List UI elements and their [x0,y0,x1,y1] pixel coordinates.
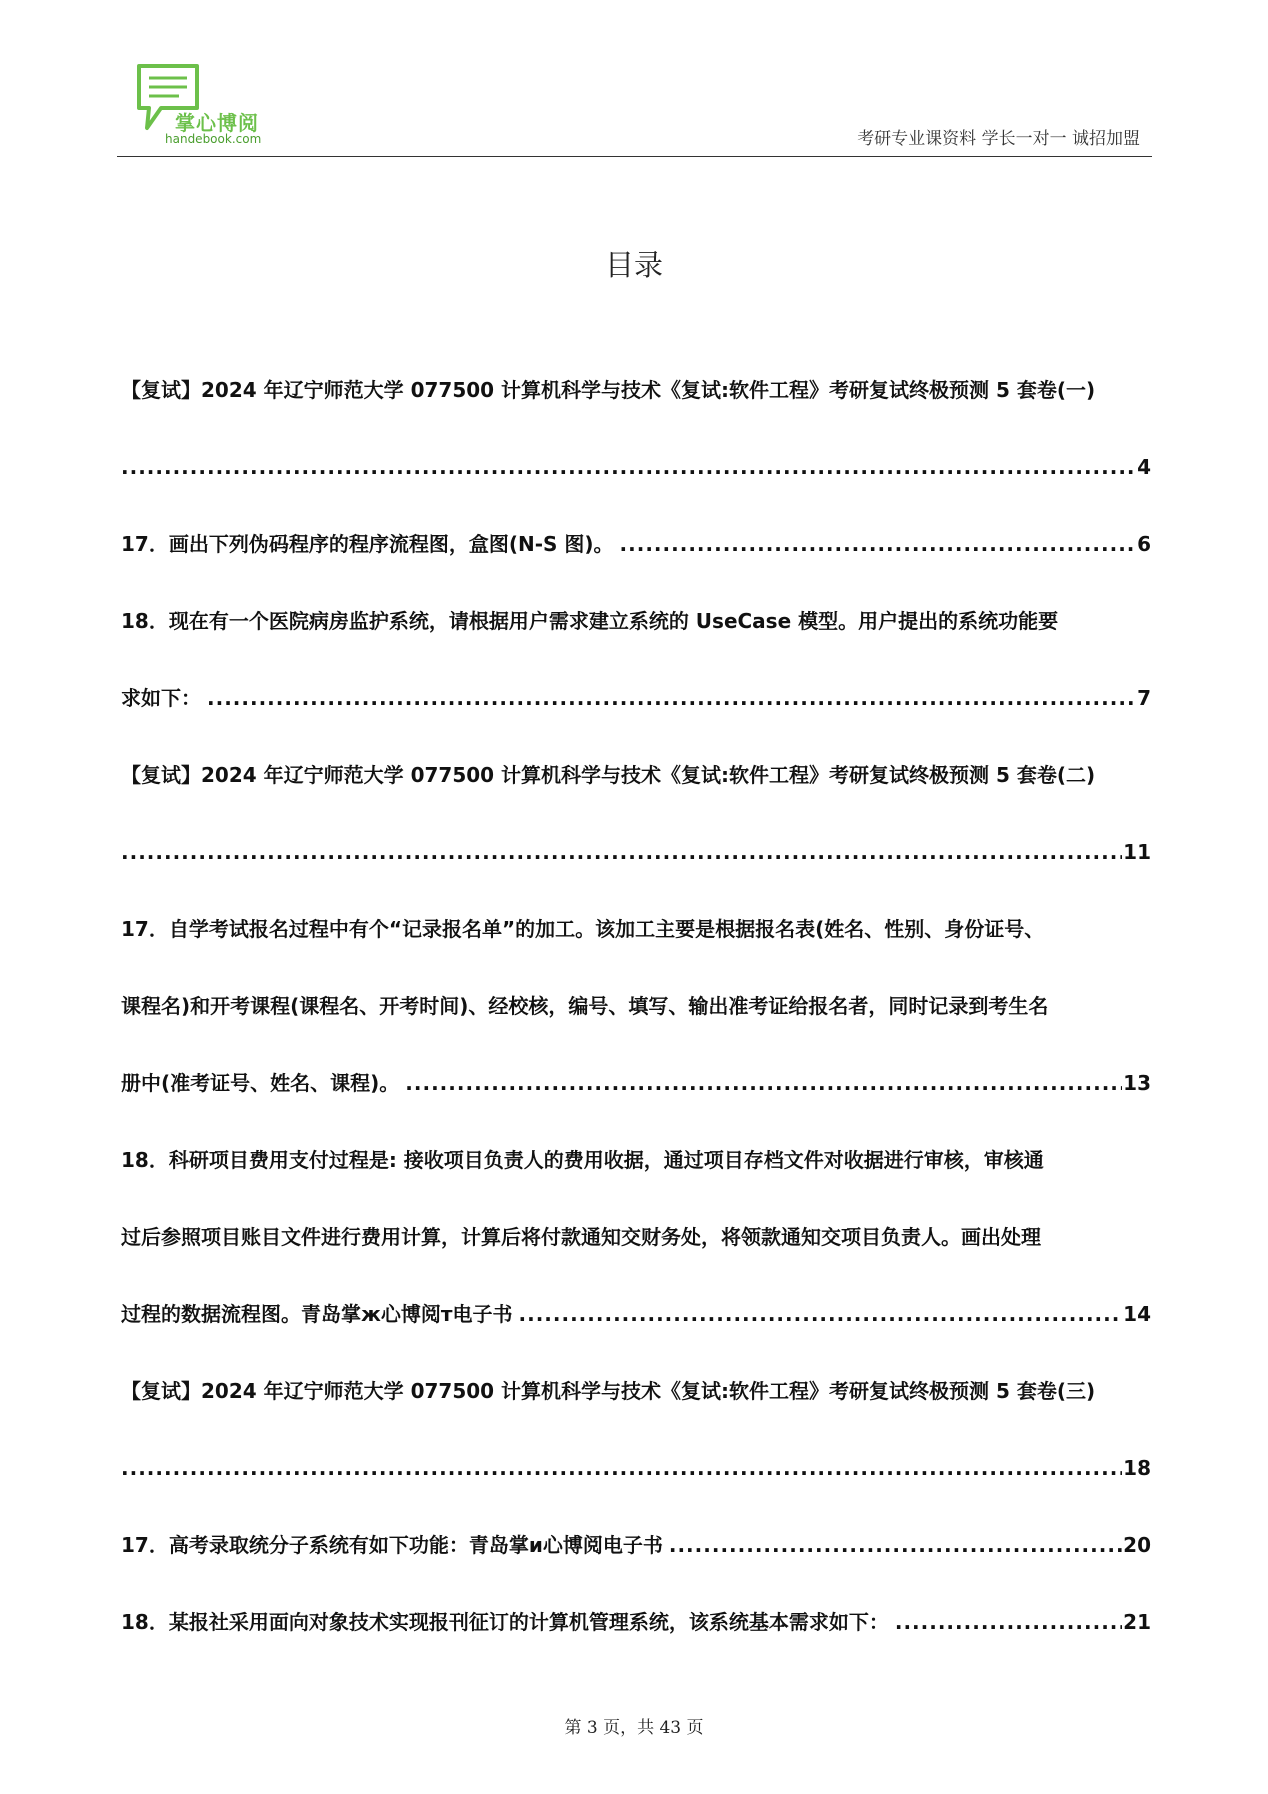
toc-page-number: 4 [1137,455,1151,479]
toc-page-number: 21 [1123,1610,1151,1634]
table-of-contents [121,352,1151,1661]
toc-dot-leader [405,1045,1122,1122]
toc-entry-line [121,1430,1151,1507]
toc-entry[interactable] [121,737,1151,891]
toc-page-number: 18 [1123,1456,1151,1480]
toc-entry[interactable] [121,1353,1151,1507]
toc-entry-text: 求如下： [121,686,201,710]
toc-entry-text: 【复试】2024 年辽宁师范大学 077500 计算机科学与技术《复试:软件工程》考研复试终极预测 5 套卷(二) [121,763,1096,787]
toc-entry-line [121,968,1151,1045]
logo [135,62,275,150]
toc-title: 目录 [604,248,663,282]
toc-dot-leader [519,1276,1123,1353]
toc-dot-leader [669,1507,1122,1584]
toc-dot-leader [895,1584,1122,1661]
toc-entry[interactable] [121,506,1151,583]
toc-entry-text: 18．某报社采用面向对象技术实现报刊征订的计算机管理系统，该系统基本需求如下： [121,1610,889,1634]
toc-entry-line [121,891,1151,968]
toc-entry-text: 课程名)和开考课程(课程名、开考时间)、经校核，编号、填写、输出准考证给报名者，同时记录到考生名 [121,994,1049,1018]
toc-entry-text: 过程的数据流程图。青岛掌ж心博阅т电子书 [121,1302,513,1326]
page-footer: 第 3 页，共 43 页 [564,1718,704,1738]
page-header [117,58,1152,157]
toc-entry-line [121,352,1151,429]
toc-entry-line [121,1199,1151,1276]
toc-dot-leader [121,1430,1122,1507]
toc-page-number: 20 [1123,1533,1151,1557]
toc-entry[interactable] [121,1507,1151,1584]
toc-entry-line [121,1353,1151,1430]
toc-dot-leader [121,814,1122,891]
toc-entry-line [121,737,1151,814]
toc-entry-text: 17．画出下列伪码程序的程序流程图，盒图(N-S 图)。 [121,532,614,556]
toc-entry-line [121,429,1151,506]
toc-dot-leader [207,660,1136,737]
header-slogan: 考研专业课资料 学长一对一 诚招加盟 [857,129,1140,149]
toc-entry-text: 17．自学考试报名过程中有个“记录报名单”的加工。该加工主要是根据报名表(姓名、性别、身份证号、 [121,917,1045,941]
logo-url: handebook.com [165,132,262,146]
toc-entry[interactable] [121,1122,1151,1353]
logo-name: 掌心博阅 [175,111,259,135]
toc-entry-line [121,1507,1151,1584]
toc-page-number: 6 [1137,532,1151,556]
toc-entry[interactable] [121,583,1151,737]
toc-entry-text: 【复试】2024 年辽宁师范大学 077500 计算机科学与技术《复试:软件工程》考研复试终极预测 5 套卷(三) [121,1379,1096,1403]
toc-entry-line [121,1276,1151,1353]
toc-page-number: 13 [1123,1071,1151,1095]
toc-entry-line [121,814,1151,891]
toc-entry-line [121,506,1151,583]
toc-entry-text: 17．高考录取统分子系统有如下功能：青岛掌и心博阅电子书 [121,1533,663,1557]
toc-entry-line [121,1584,1151,1661]
toc-entry-text: 过后参照项目账目文件进行费用计算，计算后将付款通知交财务处，将领款通知交项目负责人。画出处理 [121,1225,1041,1249]
toc-page-number: 7 [1137,686,1151,710]
toc-entry-line [121,583,1151,660]
toc-entry[interactable] [121,891,1151,1122]
toc-entry-text: 【复试】2024 年辽宁师范大学 077500 计算机科学与技术《复试:软件工程》考研复试终极预测 5 套卷(一) [121,378,1096,402]
toc-entry-line [121,660,1151,737]
toc-entry-text: 18．现在有一个医院病房监护系统，请根据用户需求建立系统的 UseCase 模型。用户提出的系统功能要 [121,609,1059,633]
toc-page-number: 14 [1123,1302,1151,1326]
toc-entry-line [121,1045,1151,1122]
toc-entry-line [121,1122,1151,1199]
toc-dot-leader [620,506,1137,583]
toc-entry[interactable] [121,352,1151,506]
toc-dot-leader [121,429,1136,506]
toc-entry[interactable] [121,1584,1151,1661]
toc-page-number: 11 [1123,840,1151,864]
toc-entry-text: 册中(准考证号、姓名、课程)。 [121,1071,400,1095]
toc-entry-text: 18．科研项目费用支付过程是: 接收项目负责人的费用收据，通过项目存档文件对收据进行审核，审核通 [121,1148,1044,1172]
